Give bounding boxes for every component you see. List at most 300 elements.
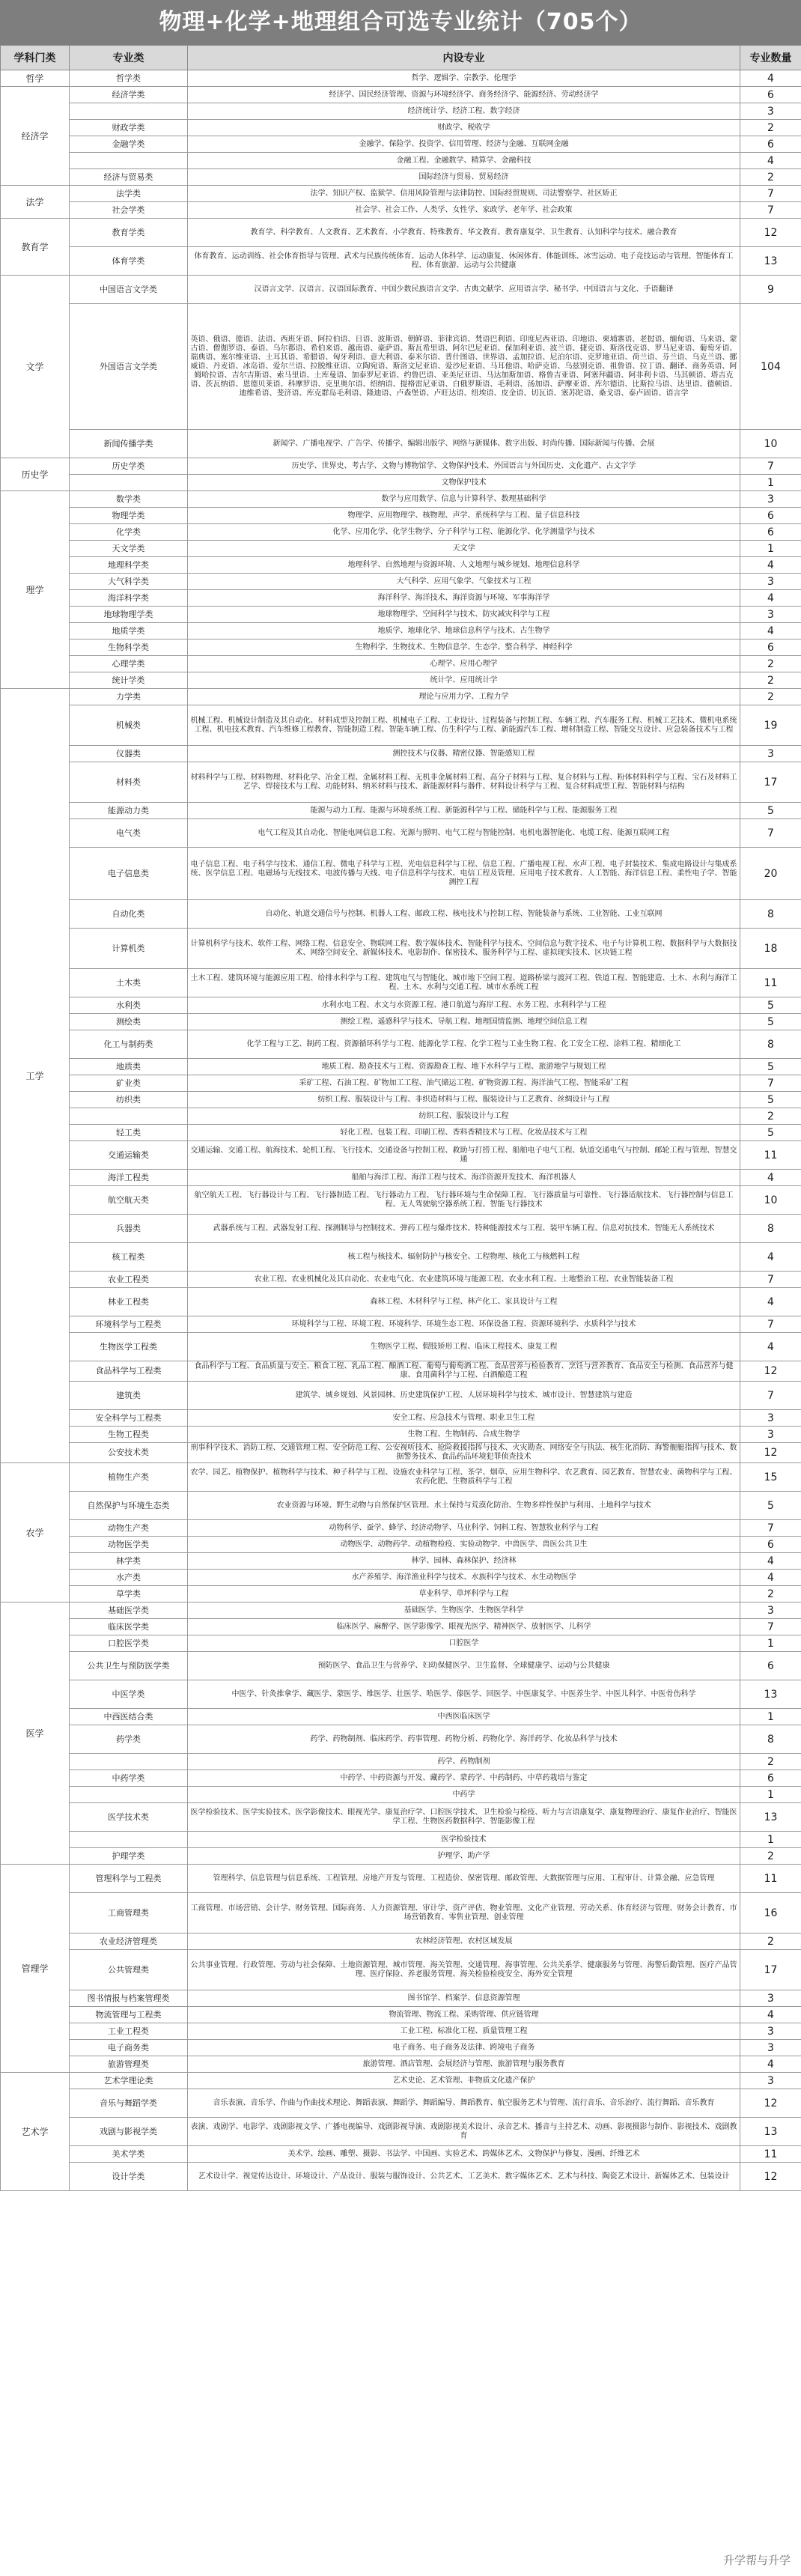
table-row [1, 1832, 801, 1848]
subcategory-cell: 机械类 [70, 705, 188, 746]
table-row [1, 1709, 801, 1725]
count-cell: 3 [740, 1410, 801, 1427]
subcategory-cell: 经济与贸易类 [70, 169, 188, 186]
count-cell: 3 [740, 2040, 801, 2056]
count-cell: 8 [740, 1725, 801, 1754]
subcategory-cell: 地理科学类 [70, 557, 188, 574]
count-cell: 7 [740, 1619, 801, 1635]
count-cell: 17 [740, 1950, 801, 1990]
subcategory-cell: 土木类 [70, 969, 188, 997]
count-cell: 11 [740, 2146, 801, 2163]
table-row [1, 1865, 801, 1893]
subcategory-cell: 能源动力类 [70, 803, 188, 819]
table-row [1, 746, 801, 762]
count-cell: 1 [740, 1832, 801, 1848]
majors-cell: 化学工程与工艺、制药工程、资源循环科学与工程、能源化学工程、化学工程与工业生物工程、化工安全工程、涂料工程、精细化工 [188, 1030, 740, 1059]
majors-cell: 中药学 [188, 1787, 740, 1803]
count-cell: 12 [740, 2089, 801, 2118]
count-cell: 15 [740, 1463, 801, 1492]
majors-cell: 音乐表演、音乐学、作曲与作曲技术理论、舞蹈表演、舞蹈学、舞蹈编导、舞蹈教育、航空服务艺术与管理、流行音乐、音乐治疗、流行舞蹈、音乐教育 [188, 2089, 740, 2118]
subcategory-cell: 护理学类 [70, 1848, 188, 1865]
majors-cell: 海洋科学、海洋技术、海洋资源与环境、军事海洋学 [188, 590, 740, 607]
table-row [1, 1014, 801, 1030]
majors-cell: 社会学、社会工作、人类学、女性学、家政学、老年学、社会政策 [188, 202, 740, 219]
majors-cell: 公共事业管理、行政管理、劳动与社会保障、土地资源管理、城市管理、海关管理、交通管理、海事管理、公共关系学、健康服务与管理、海警后勤管理、医疗产品管理、医疗保险、养老服务管理、海关检验检疫安全、海外安全管理 [188, 1950, 740, 1990]
table-row [1, 1586, 801, 1603]
subcategory-cell: 航空航天类 [70, 1186, 188, 1215]
majors-cell: 工商管理、市场营销、会计学、财务管理、国际商务、人力资源管理、审计学、资产评估、物业管理、文化产业管理、劳动关系、体育经济与管理、财务会计教育、市场营销教育、零售业管理、创业管理 [188, 1893, 740, 1933]
category-cell: 历史学 [1, 458, 70, 491]
count-cell: 9 [740, 276, 801, 304]
subcategory-cell: 矿业类 [70, 1075, 188, 1092]
count-cell: 5 [740, 803, 801, 819]
subcategory-cell: 交通运输类 [70, 1141, 188, 1170]
subcategory-cell: 公共卫生与预防医学类 [70, 1652, 188, 1680]
count-cell: 18 [740, 929, 801, 969]
count-cell: 2 [740, 1586, 801, 1603]
majors-cell: 大气科学、应用气象学、气象技术与工程 [188, 574, 740, 590]
table-row [1, 2040, 801, 2056]
majors-cell: 自动化、轨道交通信号与控制、机器人工程、邮政工程、核电技术与控制工程、智能装备与系统、工业智能、工业互联网 [188, 900, 740, 929]
header-majors: 内设专业 [188, 46, 740, 70]
subcategory-cell: 统计学类 [70, 672, 188, 689]
table-row [1, 1075, 801, 1092]
count-cell: 4 [740, 1170, 801, 1186]
category-cell: 文学 [1, 276, 70, 458]
table-row [1, 623, 801, 640]
category-cell: 工学 [1, 689, 70, 1463]
subcategory-cell: 艺术学理论类 [70, 2073, 188, 2089]
majors-cell: 美术学、绘画、雕塑、摄影、书法学、中国画、实验艺术、跨媒体艺术、文物保护与修复、漫画、纤维艺术 [188, 2146, 740, 2163]
table-row [1, 169, 801, 186]
majors-cell: 心理学、应用心理学 [188, 656, 740, 672]
table-row [1, 705, 801, 746]
count-cell: 20 [740, 848, 801, 900]
subcategory-cell: 中药学类 [70, 1770, 188, 1787]
count-cell: 4 [740, 1333, 801, 1361]
subcategory-cell: 海洋科学类 [70, 590, 188, 607]
majors-cell: 物流管理、物流工程、采购管理、供应链管理 [188, 2007, 740, 2023]
subcategory-cell [70, 1754, 188, 1770]
table-row [1, 1680, 801, 1709]
table-row [1, 1803, 801, 1832]
count-cell: 3 [740, 1427, 801, 1443]
table-row [1, 1092, 801, 1108]
count-cell: 13 [740, 1803, 801, 1832]
count-cell: 6 [740, 508, 801, 524]
table-row [1, 202, 801, 219]
subcategory-cell: 社会学类 [70, 202, 188, 219]
majors-cell: 财政学、税收学 [188, 120, 740, 136]
majors-cell: 纺织工程、服装设计与工程 [188, 1108, 740, 1125]
table-row [1, 103, 801, 120]
majors-cell: 土木工程、建筑环境与能源应用工程、给排水科学与工程、建筑电气与智能化、城市地下空间工程、道路桥梁与渡河工程、铁道工程、智能建造、土木、水利与海洋工程、土木、水利与交通工程、城市水系统工程 [188, 969, 740, 997]
header-category: 学科门类 [1, 46, 70, 70]
table-row [1, 689, 801, 705]
table-row [1, 186, 801, 202]
majors-cell: 轻化工程、包装工程、印刷工程、香料香精技术与工程、化妆品技术与工程 [188, 1125, 740, 1141]
subcategory-cell: 兵器类 [70, 1215, 188, 1243]
subcategory-cell: 基础医学类 [70, 1603, 188, 1619]
subcategory-cell: 戏剧与影视学类 [70, 2118, 188, 2146]
subcategory-cell: 历史学类 [70, 458, 188, 475]
count-cell: 5 [740, 1092, 801, 1108]
count-cell: 4 [740, 1570, 801, 1586]
table-row [1, 1537, 801, 1553]
count-cell: 2 [740, 1754, 801, 1770]
majors-cell: 航空航天工程、飞行器设计与工程、飞行器制造工程、飞行器动力工程、飞行器环境与生命保障工程、飞行器质量与可靠性、飞行器适航技术、飞行器控制与信息工程、无人驾驶航空器系统工程、智能飞行器技术 [188, 1186, 740, 1215]
table-row [1, 672, 801, 689]
header-count: 专业数量 [740, 46, 801, 70]
table-row [1, 1030, 801, 1059]
table-row [1, 1520, 801, 1537]
subcategory-cell: 食品科学与工程类 [70, 1361, 188, 1382]
page-title: 物理+化学+地理组合可选专业统计（705个） [0, 0, 801, 45]
count-cell: 4 [740, 153, 801, 169]
table-row [1, 1108, 801, 1125]
table-row [1, 1288, 801, 1316]
count-cell: 1 [740, 1709, 801, 1725]
table-row [1, 304, 801, 430]
majors-cell: 国际经济与贸易、贸易经济 [188, 169, 740, 186]
table-row [1, 491, 801, 508]
subcategory-cell: 安全科学与工程类 [70, 1410, 188, 1427]
majors-cell: 教育学、科学教育、人文教育、艺术教育、小学教育、特殊教育、华文教育、教育康复学、卫生教育、认知科学与技术、融合教育 [188, 219, 740, 247]
count-cell: 16 [740, 1893, 801, 1933]
majors-cell: 能源与动力工程、能源与环境系统工程、新能源科学与工程、储能科学与工程、能源服务工程 [188, 803, 740, 819]
count-cell: 4 [740, 623, 801, 640]
count-cell: 3 [740, 491, 801, 508]
majors-cell: 环境科学与工程、环境工程、环境科学、环境生态工程、环保设备工程、资源环境科学、水质科学与技术 [188, 1316, 740, 1333]
count-cell: 3 [740, 1990, 801, 2007]
subcategory-cell: 力学类 [70, 689, 188, 705]
subcategory-cell: 图书情报与档案管理类 [70, 1990, 188, 2007]
majors-cell: 动物科学、蚕学、蜂学、经济动物学、马业科学、饲料工程、智慧牧业科学与工程 [188, 1520, 740, 1537]
table-row [1, 1950, 801, 1990]
count-cell: 12 [740, 219, 801, 247]
count-cell: 7 [740, 1316, 801, 1333]
count-cell: 3 [740, 2073, 801, 2089]
subcategory-cell: 美术学类 [70, 2146, 188, 2163]
majors-cell: 建筑学、城乡规划、风景园林、历史建筑保护工程、人居环境科学与技术、城市设计、智慧建筑与建造 [188, 1382, 740, 1410]
table-row [1, 2007, 801, 2023]
category-cell: 经济学 [1, 87, 70, 186]
table-row [1, 1492, 801, 1520]
table-row [1, 2146, 801, 2163]
count-cell: 17 [740, 762, 801, 803]
count-cell: 4 [740, 1288, 801, 1316]
table-row [1, 430, 801, 458]
count-cell: 2 [740, 689, 801, 705]
table-row [1, 508, 801, 524]
subcategory-cell [70, 1108, 188, 1125]
count-cell: 13 [740, 1680, 801, 1709]
subcategory-cell: 林业工程类 [70, 1288, 188, 1316]
majors-cell: 核工程与核技术、辐射防护与核安全、工程物理、核化工与核燃料工程 [188, 1243, 740, 1272]
count-cell: 6 [740, 87, 801, 103]
table-row [1, 1382, 801, 1410]
subcategory-cell: 建筑类 [70, 1382, 188, 1410]
count-cell: 1 [740, 1787, 801, 1803]
majors-cell: 地质工程、勘查技术与工程、资源勘查工程、地下水科学与工程、旅游地学与规划工程 [188, 1059, 740, 1075]
count-cell: 12 [740, 1443, 801, 1463]
subcategory-cell: 化学类 [70, 524, 188, 541]
table-row [1, 1215, 801, 1243]
majors-cell: 新闻学、广播电视学、广告学、传播学、编辑出版学、网络与新媒体、数字出版、时尚传播、国际新闻与传播、会展 [188, 430, 740, 458]
table-row [1, 900, 801, 929]
subcategory-cell: 生物科学类 [70, 640, 188, 656]
majors-cell: 金融工程、金融数学、精算学、金融科技 [188, 153, 740, 169]
majors-cell: 农业资源与环境、野生动物与自然保护区管理、水土保持与荒漠化防治、生物多样性保护与利用、土地科学与技术 [188, 1492, 740, 1520]
count-cell: 6 [740, 1537, 801, 1553]
majors-cell: 机械工程、机械设计制造及其自动化、材料成型及控制工程、机械电子工程、工业设计、过程装备与控制工程、车辆工程、汽车服务工程、机械工艺技术、微机电系统工程、机电技术教育、汽车维修工程教育、智能制造工程、智能车辆工程、仿生科学与工程、新能源汽车工程、增材制造工程、智能交互设计、应急装备技术与工程 [188, 705, 740, 746]
table-row [1, 2118, 801, 2146]
count-cell: 6 [740, 640, 801, 656]
table-row [1, 1272, 801, 1288]
table-row [1, 1635, 801, 1652]
subcategory-cell: 动物生产类 [70, 1520, 188, 1537]
table-row [1, 1893, 801, 1933]
majors-cell: 安全工程、应急技术与管理、职业卫生工程 [188, 1410, 740, 1427]
majors-cell: 工业工程、标准化工程、质量管理工程 [188, 2023, 740, 2040]
table-row [1, 1243, 801, 1272]
subcategory-cell: 生物医学工程类 [70, 1333, 188, 1361]
table-row [1, 87, 801, 103]
table-row [1, 848, 801, 900]
table-row [1, 1787, 801, 1803]
subcategory-cell: 医学技术类 [70, 1803, 188, 1832]
subcategory-cell: 公共管理类 [70, 1950, 188, 1990]
table-row [1, 1443, 801, 1463]
count-cell: 3 [740, 2023, 801, 2040]
count-cell: 8 [740, 1030, 801, 1059]
table-row [1, 1463, 801, 1492]
majors-cell: 测控技术与仪器、精密仪器、智能感知工程 [188, 746, 740, 762]
subcategory-cell: 物流管理与工程类 [70, 2007, 188, 2023]
majors-cell: 地质学、地球化学、地球信息科学与技术、古生物学 [188, 623, 740, 640]
table-row [1, 1316, 801, 1333]
subcategory-cell: 生物工程类 [70, 1427, 188, 1443]
count-cell: 2 [740, 1933, 801, 1950]
majors-cell: 生物科学、生物技术、生物信息学、生态学、整合科学、神经科学 [188, 640, 740, 656]
count-cell: 1 [740, 475, 801, 491]
count-cell: 5 [740, 1492, 801, 1520]
subcategory-cell: 计算机类 [70, 929, 188, 969]
count-cell: 2 [740, 656, 801, 672]
count-cell: 4 [740, 2056, 801, 2073]
majors-cell: 森林工程、木材科学与工程、林产化工、家具设计与工程 [188, 1288, 740, 1316]
table-body [1, 70, 801, 2191]
majors-cell: 理论与应用力学、工程力学 [188, 689, 740, 705]
subcategory-cell: 动物医学类 [70, 1537, 188, 1553]
majors-cell: 医学检验技术、医学实验技术、医学影像技术、眼视光学、康复治疗学、口腔医学技术、卫生检验与检疫、听力与言语康复学、康复物理治疗、康复作业治疗、智能医学工程、生物医药数据科学、智能影像工程 [188, 1803, 740, 1832]
majors-cell: 船舶与海洋工程、海洋工程与技术、海洋资源开发技术、海洋机器人 [188, 1170, 740, 1186]
subcategory-cell: 植物生产类 [70, 1463, 188, 1492]
table-header-row [1, 46, 801, 70]
majors-cell: 林学、园林、森林保护、经济林 [188, 1553, 740, 1570]
majors-cell: 地理科学、自然地理与资源环境、人文地理与城乡规划、地理信息科学 [188, 557, 740, 574]
table-row [1, 1725, 801, 1754]
table-row [1, 1553, 801, 1570]
subcategory-cell: 金融学类 [70, 136, 188, 153]
majors-cell: 动物医学、动物药学、动植物检疫、实验动物学、中兽医学、兽医公共卫生 [188, 1537, 740, 1553]
majors-cell: 测绘工程、遥感科学与技术、导航工程、地理国情监测、地理空间信息工程 [188, 1014, 740, 1030]
majors-cell: 电子商务、电子商务及法律、跨境电子商务 [188, 2040, 740, 2056]
majors-cell: 经济统计学、经济工程、数字经济 [188, 103, 740, 120]
subcategory-cell: 水产类 [70, 1570, 188, 1586]
table-row [1, 997, 801, 1014]
majors-cell: 材料科学与工程、材料物理、材料化学、冶金工程、金属材料工程、无机非金属材料工程、高分子材料与工程、复合材料与工程、粉体材料科学与工程、宝石及材料工艺学、焊接技术与工程、功能材料、纳米材料与技术、新能源材料与器件、材料设计科学与工程、复合材料成型工程、智能材料与结构 [188, 762, 740, 803]
table-row [1, 1990, 801, 2007]
majors-cell: 食品科学与工程、食品质量与安全、粮食工程、乳品工程、酿酒工程、葡萄与葡萄酒工程、食品营养与检验教育、烹饪与营养教育、食品安全与检测、食品营养与健康、食用菌科学与工程、白酒酿造工程 [188, 1361, 740, 1382]
table-row [1, 1141, 801, 1170]
count-cell: 13 [740, 2118, 801, 2146]
subcategory-cell [70, 103, 188, 120]
count-cell: 6 [740, 1770, 801, 1787]
subcategory-cell: 旅游管理类 [70, 2056, 188, 2073]
count-cell: 11 [740, 969, 801, 997]
majors-cell: 医学检验技术 [188, 1832, 740, 1848]
table-row [1, 247, 801, 276]
subcategory-cell: 环境科学与工程类 [70, 1316, 188, 1333]
table-row [1, 1361, 801, 1382]
majors-cell: 英语、俄语、德语、法语、西班牙语、阿拉伯语、日语、波斯语、朝鲜语、菲律宾语、梵语巴利语、印度尼西亚语、印地语、柬埔寨语、老挝语、缅甸语、马来语、蒙古语、僧伽罗语、泰语、乌尔都语、希伯来语、越南语、豪萨语、斯瓦希里语、阿尔巴尼亚语、保加利亚语、波兰语、捷克语、斯洛伐克语、罗马尼亚语、葡萄牙语、瑞典语、塞尔维亚语、土耳其语、希腊语、匈牙利语、意大利语、泰米尔语、普什图语、世界语、孟加拉语、尼泊尔语、克罗地亚语、荷兰语、芬兰语、乌克兰语、挪威语、丹麦语、冰岛语、爱尔兰语、拉脱维亚语、立陶宛语、斯洛文尼亚语、爱沙尼亚语、马耳他语、哈萨克语、乌兹别克语、祖鲁语、拉丁语、翻译、商务英语、阿姆哈拉语、吉尔吉斯语、索马里语、土库曼语、加泰罗尼亚语、约鲁巴语、亚美尼亚语、马达加斯加语、格鲁吉亚语、阿塞拜疆语、阿非利卡语、马其顿语、塔吉克语、茨瓦纳语、恩德贝莱语、科摩罗语、克里奥尔语、绍纳语、提格雷尼亚语、白俄罗斯语、毛利语、汤加语、萨摩亚语、库尔德语、比斯拉马语、达里语、德顿语、迪维希语、斐济语、库克群岛毛利语、隆迪语、卢森堡语、卢旺达语、纽埃语、皮金语、切瓦语、塞苏陀语、桑戈语、泰卢固语、语言学 [188, 304, 740, 430]
table-row [1, 1570, 801, 1586]
table-row [1, 1754, 801, 1770]
table-row [1, 70, 801, 87]
count-cell: 4 [740, 590, 801, 607]
subcategory-cell: 药学类 [70, 1725, 188, 1754]
table-row [1, 1125, 801, 1141]
majors-cell: 护理学、助产学 [188, 1848, 740, 1865]
category-cell: 理学 [1, 491, 70, 689]
subcategory-cell: 体育学类 [70, 247, 188, 276]
majors-cell: 农业工程、农业机械化及其自动化、农业电气化、农业建筑环境与能源工程、农业水利工程、土地整治工程、农业智能装备工程 [188, 1272, 740, 1288]
table-row [1, 1652, 801, 1680]
table-row [1, 1059, 801, 1075]
majors-cell: 物理学、应用物理学、核物理、声学、系统科学与工程、量子信息科技 [188, 508, 740, 524]
subcategory-cell: 教育学类 [70, 219, 188, 247]
subcategory-cell: 地球物理学类 [70, 607, 188, 623]
table-row [1, 1603, 801, 1619]
subcategory-cell: 音乐与舞蹈学类 [70, 2089, 188, 2118]
majors-cell: 水利水电工程、水文与水资源工程、港口航道与海岸工程、水务工程、水利科学与工程 [188, 997, 740, 1014]
majors-cell: 管理科学、信息管理与信息系统、工程管理、房地产开发与管理、工程造价、保密管理、邮政管理、大数据管理与应用、工程审计、计算金融、应急管理 [188, 1865, 740, 1893]
category-cell: 农学 [1, 1463, 70, 1603]
count-cell: 4 [740, 70, 801, 87]
table-row [1, 2073, 801, 2089]
table-row [1, 2089, 801, 2118]
subcategory-cell: 海洋工程类 [70, 1170, 188, 1186]
majors-table [0, 45, 801, 2191]
majors-cell: 纺织工程、服装设计与工程、非织造材料与工程、服装设计与工艺教育、丝绸设计与工程 [188, 1092, 740, 1108]
table-row [1, 607, 801, 623]
majors-cell: 水产养殖学、海洋渔业科学与技术、水族科学与技术、水生动物医学 [188, 1570, 740, 1586]
table-row [1, 524, 801, 541]
count-cell: 7 [740, 1382, 801, 1410]
count-cell: 8 [740, 900, 801, 929]
count-cell: 1 [740, 541, 801, 557]
table-row [1, 153, 801, 169]
subcategory-cell: 材料类 [70, 762, 188, 803]
table-row [1, 803, 801, 819]
subcategory-cell: 物理学类 [70, 508, 188, 524]
majors-cell: 草业科学、草坪科学与工程 [188, 1586, 740, 1603]
subcategory-cell [70, 153, 188, 169]
majors-cell: 电子信息工程、电子科学与技术、通信工程、微电子科学与工程、光电信息科学与工程、信息工程、广播电视工程、水声工程、电子封装技术、集成电路设计与集成系统、医学信息工程、电磁场与无线技术、电波传播与天线、电子信息科学与技术、电信工程及管理、应用电子技术教育、人工智能、海洋信息工程、柔性电子学、智能测控工程 [188, 848, 740, 900]
count-cell: 5 [740, 1014, 801, 1030]
count-cell: 3 [740, 1603, 801, 1619]
count-cell: 2 [740, 120, 801, 136]
subcategory-cell [70, 1787, 188, 1803]
majors-cell: 中医学、针灸推拿学、藏医学、蒙医学、维医学、壮医学、哈医学、傣医学、回医学、中医康复学、中医养生学、中医儿科学、中医骨伤科学 [188, 1680, 740, 1709]
table-row [1, 541, 801, 557]
subcategory-cell: 自然保护与环境生态类 [70, 1492, 188, 1520]
subcategory-cell: 中国语言文学类 [70, 276, 188, 304]
table-row [1, 1333, 801, 1361]
table-row [1, 458, 801, 475]
count-cell: 3 [740, 574, 801, 590]
table-row [1, 1619, 801, 1635]
majors-cell: 化学、应用化学、化学生物学、分子科学与工程、能源化学、化学测量学与技术 [188, 524, 740, 541]
majors-cell: 表演、戏剧学、电影学、戏剧影视文学、广播电视编导、戏剧影视导演、戏剧影视美术设计、录音艺术、播音与主持艺术、动画、影视摄影与制作、影视技术、戏剧教育 [188, 2118, 740, 2146]
table-row [1, 2163, 801, 2191]
subcategory-cell: 设计学类 [70, 2163, 188, 2191]
majors-cell: 地球物理学、空间科学与技术、防灾减灾科学与工程 [188, 607, 740, 623]
subcategory-cell: 测绘类 [70, 1014, 188, 1030]
header-subcategory: 专业类 [70, 46, 188, 70]
majors-cell: 预防医学、食品卫生与营养学、妇幼保健医学、卫生监督、全球健康学、运动与公共健康 [188, 1652, 740, 1680]
subcategory-cell: 中西医结合类 [70, 1709, 188, 1725]
count-cell: 3 [740, 103, 801, 120]
count-cell: 4 [740, 557, 801, 574]
count-cell: 12 [740, 1361, 801, 1382]
watermark-text: 升学帮与升学 [722, 2554, 791, 2567]
majors-cell: 金融学、保险学、投资学、信用管理、经济与金融、互联网金融 [188, 136, 740, 153]
table-row [1, 219, 801, 247]
majors-cell: 生物医学工程、假肢矫形工程、临床工程技术、康复工程 [188, 1333, 740, 1361]
subcategory-cell [70, 475, 188, 491]
majors-cell: 临床医学、麻醉学、医学影像学、眼视光医学、精神医学、放射医学、儿科学 [188, 1619, 740, 1635]
count-cell: 7 [740, 819, 801, 848]
subcategory-cell: 哲学类 [70, 70, 188, 87]
count-cell: 13 [740, 247, 801, 276]
majors-cell: 药学、药物制剂 [188, 1754, 740, 1770]
majors-cell: 数学与应用数学、信息与计算科学、数理基础科学 [188, 491, 740, 508]
subcategory-cell: 经济学类 [70, 87, 188, 103]
count-cell: 5 [740, 1059, 801, 1075]
count-cell: 3 [740, 746, 801, 762]
table-row [1, 1186, 801, 1215]
category-cell: 管理学 [1, 1865, 70, 2073]
count-cell: 6 [740, 1652, 801, 1680]
count-cell: 4 [740, 2007, 801, 2023]
table-row [1, 557, 801, 574]
subcategory-cell: 公安技术类 [70, 1443, 188, 1463]
subcategory-cell: 草学类 [70, 1586, 188, 1603]
category-cell: 艺术学 [1, 2073, 70, 2191]
majors-cell: 中药学、中药资源与开发、藏药学、蒙药学、中药制药、中草药栽培与鉴定 [188, 1770, 740, 1787]
table-row [1, 574, 801, 590]
subcategory-cell: 新闻传播学类 [70, 430, 188, 458]
majors-cell: 艺术设计学、视觉传达设计、环境设计、产品设计、服装与服饰设计、公共艺术、工艺美术、数字媒体艺术、艺术与科技、陶瓷艺术设计、新媒体艺术、包装设计 [188, 2163, 740, 2191]
majors-cell: 口腔医学 [188, 1635, 740, 1652]
majors-cell: 艺术史论、艺术管理、非物质文化遗产保护 [188, 2073, 740, 2089]
majors-cell: 农林经济管理、农村区域发展 [188, 1933, 740, 1950]
table-row [1, 1848, 801, 1865]
majors-cell: 农学、园艺、植物保护、植物科学与技术、种子科学与工程、设施农业科学与工程、茶学、烟草、应用生物科学、农艺教育、园艺教育、智慧农业、菌物科学与工程、农药化肥、生物质科学与工程 [188, 1463, 740, 1492]
table-row [1, 2023, 801, 2040]
